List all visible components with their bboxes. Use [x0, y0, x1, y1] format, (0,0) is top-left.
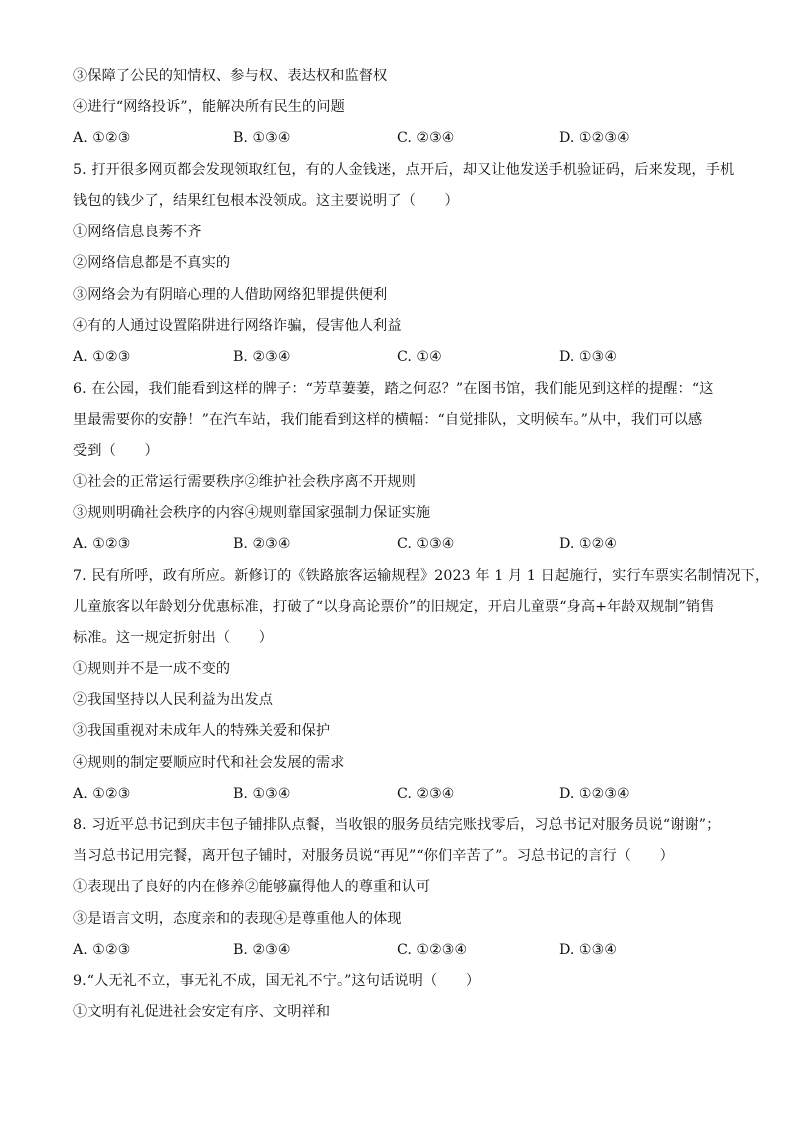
q7-statement-3: ③我国重视对未成年人的特殊关爱和保护 [73, 723, 331, 739]
q6-stem-line-2: 里最需要你的安静！”在汽车站，我们能看到这样的横幅：“自觉排队，文明候车。”从中，我们可以感 [73, 412, 703, 428]
q7-options [73, 784, 733, 804]
q5-statement-3: ③网络会为有阴暗心理的人借助网络犯罪提供便利 [73, 287, 388, 303]
q8-stem-line-2: 当习总书记用完餐，离开包子铺时，对服务员说“再见”“你们辛苦了”。习总书记的言行（ ） [73, 848, 674, 864]
option-d[interactable]: D. ①②③④ [559, 786, 630, 802]
option-c[interactable]: C. ①③④ [397, 536, 455, 552]
q8-stem-line-1: 8. 习近平总书记到庆丰包子铺排队点餐，当收银的服务员结完账找零后，习总书记对服务员说“谢谢”； [73, 817, 721, 833]
option-d[interactable]: D. ①③④ [559, 349, 618, 365]
option-d[interactable]: D. ①②④ [559, 536, 618, 552]
q9-stem: 9.“人无礼不立，事无礼不成，国无礼不宁。”这句话说明（ ） [73, 973, 481, 989]
option-d[interactable]: D. ①③④ [559, 942, 618, 958]
option-a[interactable]: A. ①②③ [73, 130, 131, 146]
option-b[interactable]: B. ①③④ [233, 786, 291, 802]
q8-statement-3-4: ③是语言文明，态度亲和的表现④是尊重他人的体现 [73, 911, 402, 927]
q8-options [73, 940, 733, 960]
q6-statement-3-4: ③规则明确社会秩序的内容④规则靠国家强制力保证实施 [73, 505, 431, 521]
q7-statement-1: ①规则并不是一成不变的 [73, 661, 231, 677]
q7-stem-line-3: 标准。这一规定折射出（ ） [73, 630, 274, 646]
option-b[interactable]: B. ②③④ [233, 942, 291, 958]
q5-statement-2: ②网络信息都是不真实的 [73, 255, 231, 271]
q4-options [73, 128, 733, 148]
q5-stem-line-1: 5. 打开很多网页都会发现领取红包，有的人金钱迷，点开后，却又让他发送手机验证码，后来发现，手机 [73, 162, 735, 178]
statement-3-rights: ③保障了公民的知情权、参与权、表达权和监督权 [73, 68, 388, 84]
q7-stem-line-1: 7. 民有所呼，政有所应。新修订的《铁路旅客运输规程》2023 年 1 月 1 日起施行，实行车票实名制情况下， [73, 568, 770, 584]
option-a[interactable]: A. ①②③ [73, 942, 131, 958]
q8-statement-1-2: ①表现出了良好的内在修养②能够赢得他人的尊重和认可 [73, 879, 431, 895]
option-d[interactable]: D. ①②③④ [559, 130, 630, 146]
q6-stem-line-1: 6. 在公园，我们能看到这样的牌子：“芳草萋萋，踏之何忍？”在图书馆，我们能见到这样的提醒：“这 [73, 381, 714, 397]
option-c[interactable]: C. ②③④ [397, 786, 455, 802]
option-a[interactable]: A. ①②③ [73, 349, 131, 365]
q5-options [73, 347, 733, 367]
option-b[interactable]: B. ②③④ [233, 536, 291, 552]
option-a[interactable]: A. ①②③ [73, 786, 131, 802]
q7-statement-4: ④规则的制定要顺应时代和社会发展的需求 [73, 755, 345, 771]
q9-statement-1: ①文明有礼促进社会安定有序、文明祥和 [73, 1004, 331, 1020]
option-b[interactable]: B. ①③④ [233, 130, 291, 146]
option-c[interactable]: C. ①②③④ [397, 942, 468, 958]
option-a[interactable]: A. ①②③ [73, 536, 131, 552]
q6-stem-line-3: 受到（ ） [73, 443, 159, 459]
option-c[interactable]: C. ②③④ [397, 130, 455, 146]
q5-stem-line-2: 钱包的钱少了，结果红包根本没领成。这主要说明了（ ） [73, 193, 459, 209]
q7-stem-line-2: 儿童旅客以年龄划分优惠标准，打破了“以身高论票价”的旧规定，开启儿童票“身高+年龄双规制”销售 [73, 599, 715, 615]
q7-statement-2: ②我国坚持以人民利益为出发点 [73, 692, 274, 708]
q6-statement-1-2: ①社会的正常运行需要秩序②维护社会秩序离不开规则 [73, 474, 416, 490]
q5-statement-4: ④有的人通过设置陷阱进行网络诈骗，侵害他人利益 [73, 318, 402, 334]
q5-statement-1: ①网络信息良莠不齐 [73, 224, 202, 240]
option-c[interactable]: C. ①④ [397, 349, 442, 365]
q6-options [73, 534, 733, 554]
statement-4-complaint: ④进行“网络投诉”，能解决所有民生的问题 [73, 99, 345, 115]
option-b[interactable]: B. ②③④ [233, 349, 291, 365]
